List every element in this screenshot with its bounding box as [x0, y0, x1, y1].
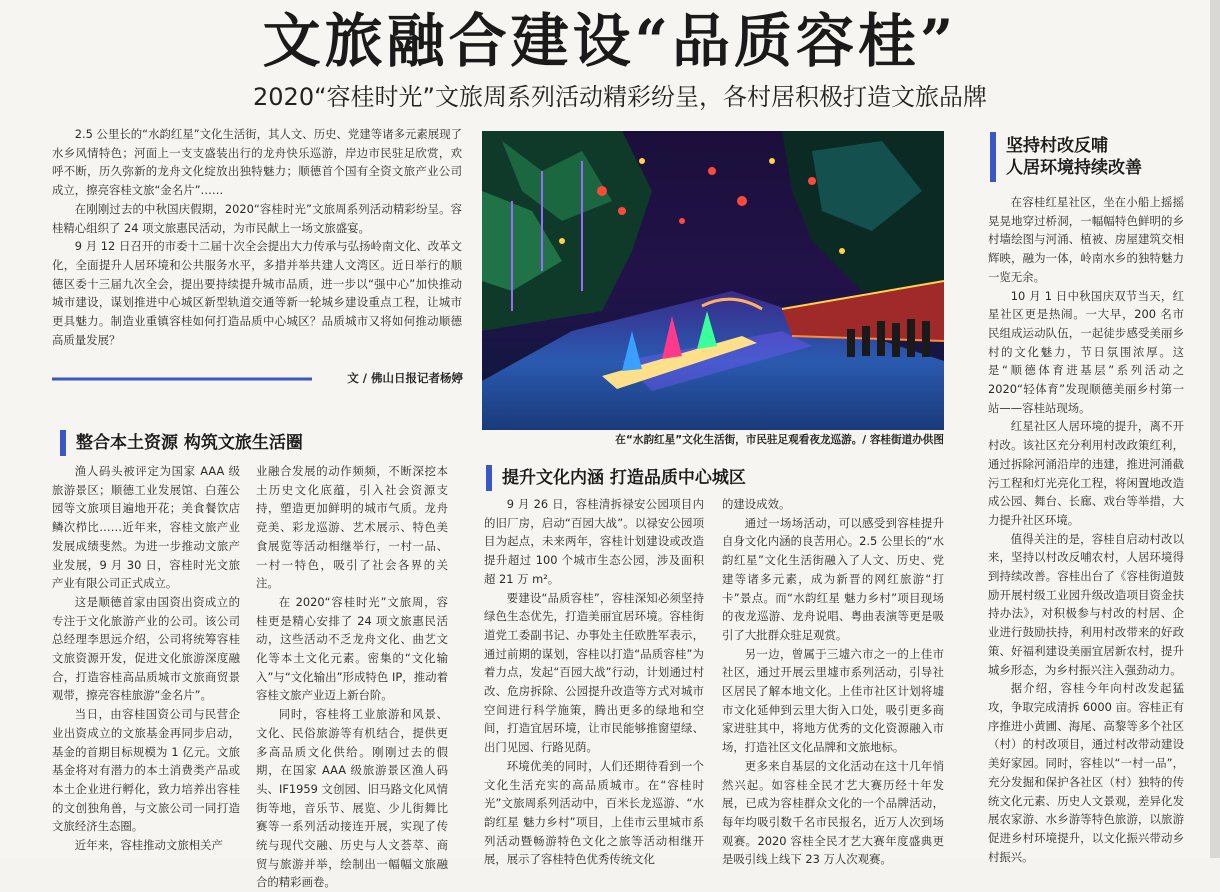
paragraph: 更多来自基层的文化活动在这十几年悄然兴起。如容桂全民才艺大赛历经十年发展，已成为容桂群众文化的一个品牌活动，每年均吸引数千名市民报名，近万人次到场观赛。2020 容桂全民才艺大赛年度盛典更是吸引线上线下 23 万人次观赛。 [722, 758, 944, 867]
section-heading-resources [60, 430, 303, 456]
paragraph: 值得关注的是，容桂自启动村改以来，坚持以村改反哺农村，人居环境得到持续改善。容桂出台了《容桂街道鼓励开展村级工业园升级改造项目资金扶持办法》，对积极参与村改的村居、企业进行鼓励扶持，利用村改带来的好政策、好福利建设美丽宜居新农村，提升城乡形态，为乡村振兴注入强劲动力。 [988, 531, 1184, 677]
paragraph: 的建设成效。 [722, 497, 791, 511]
byline: 文 / 佛山日报记者杨婷 [347, 371, 463, 385]
paragraph: 9 月 26 日，容桂清拆禄安公园项目内的旧厂房，启动“百园大战”。以禄安公园项目为起点，未来两年，容桂计划建设或改造提升超过 100 个城市生态公园，涉及面积超 21 万 m²。 [484, 497, 704, 586]
paragraph: 据介绍，容桂今年向村改发起猛攻，争取完成清拆 6000 亩。容桂正有序推进小黄圃、海尾、高黎等多个社区（村）的村改项目，通过村改带动建设美好家园。同时，容桂以“一村一品”，充分发掘和保护各社区（村）独特的传统文化元素、历史人文景观，差异化发展农家游、水乡游等特色旅游，以旅游促进乡村环境提升，以文化振兴带动乡村振兴。 [988, 681, 1184, 864]
paragraph: 在容桂红星社区，坐在小船上摇摇晃晃地穿过桥洞，一幅幅特色鲜明的乡村墙绘图与河涌、植被、房屋建筑交相辉映，融为一体，岭南水乡的独特魅力一览无余。 [988, 195, 1184, 284]
section-title: 提升文化内涵 打造品质中心城区 [502, 468, 746, 488]
paragraph: 要建设“品质容桂”，容桂深知必须坚持绿色生态优先，打造美丽宜居环境。容桂街道党工委副书记、办事处主任欧胜军表示，通过前期的谋划，容桂以打造“品质容桂”为着力点，发起“百园大战”行动，计划通过村改、危房拆除、公园提升改造等方式对城市空间进行科学施策，腾出更多的绿地和空间，打造宜居环境，让市民能够推窗望绿、出门见园、行路见荫。 [484, 590, 704, 755]
byline-divider [52, 376, 312, 382]
paragraph: 另一边，曾属于三墟六市之一的上佳市社区，通过开展云里墟市系列活动，引导社区居民了解本地文化。上佳市社区计划将墟市文化延伸到云里大街入口处，吸引更多商家进驻其中，将地方优秀的文化资源融入市场，打造社区文化品牌和文旅地标。 [722, 646, 944, 755]
paragraph: 这是顺德首家由国资出资成立的专注于文化旅游产业的公司。该公司总经理李思远介绍，公司将统筹容桂文旅资源开发，促进文化旅游深度融合，打造容桂高品质城市文旅商贸景观带，擦亮容桂旅游“金名片”。 [52, 594, 240, 703]
section1-column-2 [256, 462, 448, 892]
section-heading-village [990, 132, 1142, 182]
heading-accent-bar [60, 430, 66, 456]
heading-accent-bar [486, 465, 492, 491]
paragraph: 通过一场场活动，可以感受到容桂提升自身文化内涵的良苦用心。2.5 公里长的“水韵红星”文化生活街融入了人文、历史、党建等诸多元素，成为新晋的网红旅游“打卡”景点。而“水韵红星 魅力乡村”项目现场的夜龙巡游、龙舟说唱、粤曲表演等更是吸引了大批群众驻足观赏。 [722, 515, 944, 642]
section2-column-1 [484, 495, 704, 869]
section-heading-culture [486, 465, 746, 491]
paragraph: 同时，容桂将工业旅游和风景、文化、民俗旅游等有机结合，提供更多高品质文化供给。刚刚过去的假期，在国家 AAA 级旅游景区渔人码头、IF1959 文创园、旧马路文化风情街等地，音乐节、展览、少儿街舞比赛等一系列活动接连开展，实现了传统与现代交融、历史与人文荟萃、商贸与旅游并举，绘制出一幅幅文旅融合的精彩画卷。 [256, 707, 448, 890]
paragraph: 环境优美的同时，人们还期待看到一个文化生活充实的高品质城市。在“容桂时光”文旅周系列活动中，百米长龙巡游、“水韵红星 魅力乡村”项目，上佳市云里城市系列活动暨畅游特色文化之旅等活动相继开展，展示了容桂特色优秀传统文化 [484, 758, 704, 867]
subheadline: 2020“容桂时光”文旅周系列活动精彩纷呈，各村居积极打造文旅品牌 [253, 83, 987, 111]
intro-text [52, 125, 462, 349]
intro-paragraph: 在刚刚过去的中秋国庆假期，2020“容桂时光”文旅周系列活动精彩纷呈。容桂精心组织了 24 项文旅惠民活动，为市民献上一场文旅盛宴。 [52, 201, 462, 235]
photo-illustration [482, 131, 944, 430]
headline: 文旅融合建设“品质容桂” [262, 7, 958, 75]
section3-column [988, 193, 1184, 866]
paragraph: 红星社区人居环境的提升，离不开村改。该社区充分利用村改政策红利，通过拆除河涌沿岸的违建，推进河涌截污工程和灯光亮化工程，将闲置地改造成公园、舞台、长廊、戏台等举措，大力提升社区环境。 [988, 419, 1184, 527]
intro-paragraph: 9 月 12 日召开的市委十二届十次全会提出大力传承与弘扬岭南文化、改革文化，全面提升人居环境和公共服务水平，多措并举共建人文湾区。近日举行的顺德区委十三届九次全会，提出要持续提升城市品质，进一步以“强中心”加快推动城市建设，谋划推进中心城区新型轨道交通等新一轮城乡建设重点工程，让城市更具魅力。制造业重镇容桂如何打造品质中心城区？品质城市又将如何推动顺德高质量发展？ [52, 239, 462, 347]
photo-caption: 在“水韵红星”文化生活街，市民驻足观看夜龙巡游。/ 容桂街道办供图 [615, 434, 944, 446]
heading-accent-bar [990, 132, 996, 182]
paragraph: 近年来，容桂推动文旅相关产 [74, 838, 223, 853]
paragraph: 渔人码头被评定为国家 AAA 级旅游景区；顺德工业发展馆、白莲公园等文旅项目遍地开花；美食餐饮店鳞次栉比……近年来，容桂文旅产业发展成绩斐然。为进一步推动文旅产业发展，9 月 30 日，容桂时光文旅产业有限公司正式成立。 [52, 464, 240, 591]
paragraph: 在 2020“容桂时光”文旅周，容桂更是精心安排了 24 项文旅惠民活动，这些活动不乏龙舟文化、曲艺文化等本土文化元素。密集的“文化输入”与“文化输出”形成特色 IP，推动着容桂文旅产业迈上新台阶。 [256, 594, 448, 703]
section1-column-1 [52, 462, 240, 855]
paragraph: 10 月 1 日中秋国庆双节当天，红星社区更是热闹。一大早，200 名市民组成运动队伍，一起徒步感受美丽乡村的文化魅力，节日氛围浓厚。这是“顺德体育进基层”系列活动之 2020“轻体育”发现顺德美丽乡村第一站——容桂站现场。 [988, 288, 1184, 415]
intro-paragraph: 2.5 公里长的“水韵红星”文化生活街，其人文、历史、党建等诸多元素展现了水乡风情特色；河面上一支支盛装出行的龙舟快乐巡游，岸边市民驻足欣赏，欢呼不断，历久弥新的龙舟文化绽放出独特魅力；顺德首个国有全资文旅产业公司成立，擦亮容桂文旅“金名片”…… [52, 127, 462, 198]
section-title: 整合本土资源 构筑文旅生活圈 [76, 433, 303, 453]
paragraph: 当日，由容桂国资公司与民营企业出资成立的文旅基金再同步启动，基金的首期目标规模为 1 亿元。文旅基金将对有潜力的本土消费类产品或本土企业进行孵化，致力培养出容桂的文创独角兽，与文旅公司一同打造文旅经济生态圈。 [52, 707, 240, 834]
page-edge [1210, 0, 1220, 858]
section-title-line-2: 人居环境持续改善 [1006, 158, 1142, 178]
paragraph: 业融合发展的动作频频，不断深挖本土历史文化底蕴，引入社会资源支持，塑造更加鲜明的城市气质。龙舟竞美、彩龙巡游、艺术展示、特色美食展览等活动相继举行，一村一品、一村一特色，吸引了社会各界的关注。 [256, 464, 448, 591]
dragon-boat-night-photo [482, 131, 944, 430]
section-title-line-1: 坚持村改反哺 [1006, 136, 1108, 156]
section-title [1006, 135, 1142, 179]
section2-column-2 [722, 495, 944, 869]
